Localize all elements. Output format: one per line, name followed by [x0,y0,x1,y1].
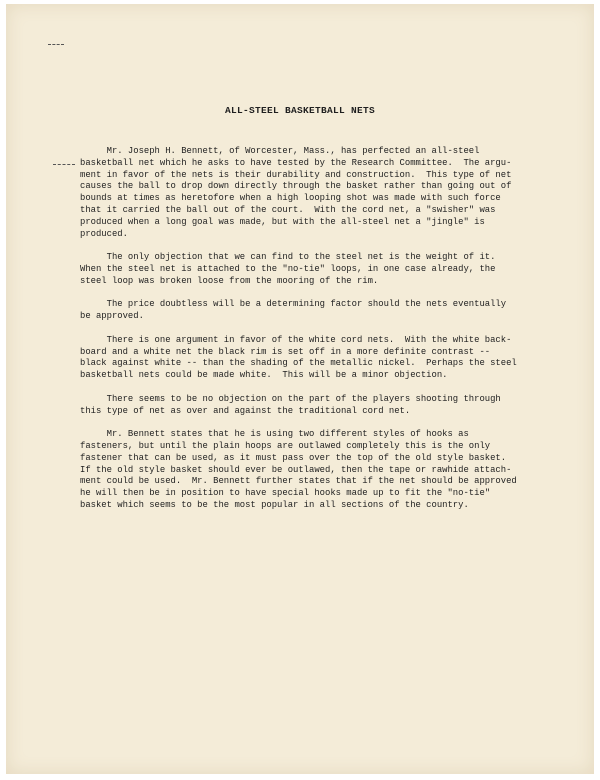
text-line: black against white -- than the shading of the metallic nickel. Perhaps the steel [80,358,517,369]
text-line: he will then be in position to have special hooks made up to fit the "no-tie" [80,488,491,499]
text-line: produced. [80,228,128,239]
text-line: There seems to be no objection on the part of the players shooting through [80,393,501,404]
text-line: Mr. Joseph H. Bennett, of Worcester, Mass., has perfected an all-steel [80,146,480,156]
text-line: The price doubtless will be a determining factor should the nets eventually [80,299,507,310]
paragraph-5 [80,394,534,418]
text-line: fasteners, but until the plain hoops are outlawed completely this is the only [80,440,491,451]
text-line: basket which seems to be the most popular in all sections of the country. [80,499,469,510]
text-line: If the old style basket should ever be outlawed, then the tape or rawhide attach- [80,464,512,475]
text-line: board and a white net the black rim is set off in a more definite contrast -- [80,346,491,357]
margin-pencil-mark [53,164,75,166]
paragraph-4 [80,335,534,382]
paragraph-6 [80,429,534,512]
document-title: ALL-STEEL BASKETBALL NETS [224,105,376,116]
text-line: causes the ball to drop down directly through the basket rather than going out of [80,181,512,192]
paragraph-3 [80,299,534,323]
text-line: be approved. [80,311,144,322]
text-line: Mr. Bennett states that he is using two different styles of hooks as [80,429,469,440]
text-line: steel loop was broken loose from the mooring of the rim. [80,275,379,286]
paragraph-2 [80,252,534,287]
text-line: There is one argument in favor of the white cord nets. With the white back- [80,334,512,345]
text-line: The only objection that we can find to the steel net is the weight of it. [80,252,496,263]
paragraph-1 [80,146,534,240]
text-line: fastener that can be used, as it must pass over the top of the old style basket. [80,452,507,463]
text-line: ment in favor of the nets is their durability and construction. This type of net [80,169,512,180]
text-line: ment could be used. Mr. Bennett further states that if the net should be approved [80,476,517,487]
corner-pencil-mark [48,44,64,46]
text-line: basketball nets could be made white. This will be a minor objection. [80,370,448,381]
text-line: When the steel net is attached to the "no-tie" loops, in one case already, the [80,263,496,274]
text-line: that it carried the ball out of the court. With the cord net, a "swisher" was [80,204,496,215]
document-body [80,146,534,524]
text-line: this type of net as over and against the traditional cord net. [80,405,411,416]
text-line: basketball net which he asks to have tested by the Research Committee. The argu- [80,157,512,168]
text-line: produced when a long goal was made, but with the all-steel net a "jingle" is [80,216,485,227]
text-line: bounds at times as heretofore when a high looping shot was made with such force [80,193,501,204]
